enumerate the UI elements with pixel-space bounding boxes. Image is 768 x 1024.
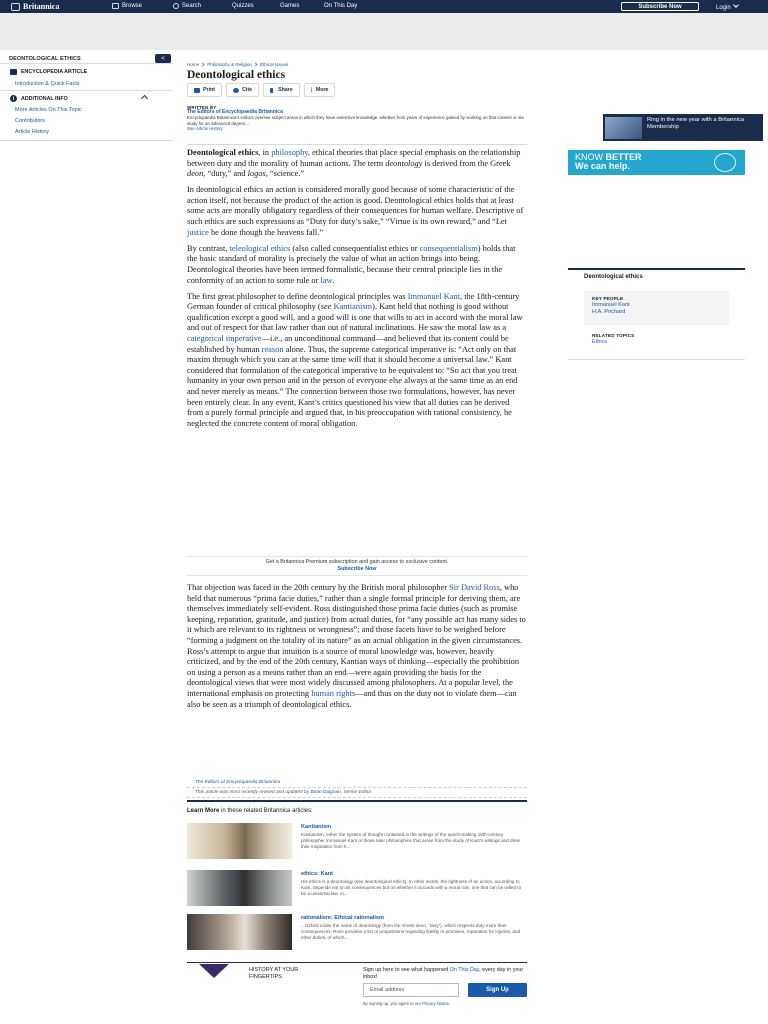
text: deontology bbox=[385, 158, 423, 168]
sign-up-button[interactable]: Sign Up bbox=[468, 983, 527, 997]
learn-more-heading bbox=[187, 808, 313, 814]
more-dots-icon bbox=[311, 87, 313, 93]
related-snippet: His ethics is a deontology (see deontological ethics). In other words, the rightness of an action, according to Kant, depends not on its consequences but on whether it accords with a moral rule, one that can be willed to be a universal law. In... bbox=[301, 879, 522, 896]
related-topic-ethics[interactable]: Ethics bbox=[592, 339, 608, 345]
article-body bbox=[187, 148, 527, 435]
sidebar-section-label: ENCYCLOPEDIA ARTICLE bbox=[21, 69, 88, 75]
sidebar-title: DEONTOLOGICAL ETHICS bbox=[9, 56, 81, 62]
paragraph bbox=[187, 148, 527, 180]
text: This article was most recently revised and updated by bbox=[195, 790, 311, 795]
divider bbox=[187, 800, 527, 802]
chevron-left-icon: < bbox=[161, 55, 165, 62]
key-people-label: KEY PEOPLE bbox=[592, 296, 624, 301]
sidebar-item-contributors[interactable]: Contributors bbox=[15, 118, 45, 124]
top-nav bbox=[0, 0, 768, 13]
nav-games-label: Games bbox=[280, 3, 300, 9]
breadcrumb-home[interactable]: Home bbox=[187, 62, 200, 67]
article-actions bbox=[187, 83, 335, 97]
written-by-label: WRITTEN BY bbox=[187, 105, 217, 110]
newsletter-heading: HISTORY AT YOUR FINGERTIPS bbox=[249, 967, 299, 980]
paragraph bbox=[187, 583, 527, 710]
related-snippet: Kantianism, either the system of thought contained in the writings of the epoch-making 18th-century philosopher Immanuel Kant or those later philosophies that arose from the study of Kant’s writings and drew their inspiration from h... bbox=[301, 832, 521, 849]
related-topics-label: RELATED TOPICS bbox=[592, 333, 635, 338]
credit-revision bbox=[187, 788, 527, 798]
key-person-immanuel-kant[interactable]: Immanuel Kant bbox=[592, 302, 630, 308]
text: see bbox=[320, 302, 332, 312]
promo-text: Get a Britannica Premium subscription and gain access to exclusive content. bbox=[265, 559, 449, 565]
article-history-link[interactable]: See Article History bbox=[187, 125, 223, 131]
text: By signing up, you agree to our bbox=[363, 1001, 423, 1006]
sidebar-section-additional-info[interactable] bbox=[10, 95, 68, 102]
kant-portrait-image bbox=[187, 823, 292, 859]
ad-banner-area bbox=[0, 13, 768, 50]
lead-term: Deontological ethics bbox=[187, 148, 259, 157]
text: , Senior Editor. bbox=[340, 790, 373, 795]
text: , the 18th-century German founder of critical philosophy ( bbox=[187, 291, 520, 312]
more-button[interactable] bbox=[304, 83, 336, 97]
author-description: Encyclopaedia Britannica's editors oversee subject areas in which they have extensive knowledge, whether from years of experience gained by working on that content or via study for an advanced degree.... bbox=[187, 115, 524, 126]
text: , ethical theories that place special emphasis on the relationship between duty and the morality of human actions. The term bbox=[187, 148, 521, 168]
text: That objection was faced in the 20th century by the British moral philosopher bbox=[187, 583, 450, 592]
author-link[interactable]: The Editors of Encyclopaedia Britannica bbox=[187, 109, 283, 116]
newsletter-description bbox=[363, 967, 527, 980]
link-sir-david-ross[interactable]: Sir David Ross bbox=[449, 583, 500, 592]
share-icon bbox=[270, 88, 275, 93]
link-human-rights[interactable]: human rights bbox=[311, 688, 356, 698]
text: The first great philosopher to define deontological principles was bbox=[187, 291, 408, 301]
link-justice[interactable]: justice bbox=[187, 227, 209, 237]
thistle-icon bbox=[714, 153, 736, 172]
text: By contrast, bbox=[187, 243, 230, 253]
share-label: Share bbox=[278, 87, 293, 93]
related-title[interactable]: Kantianism bbox=[301, 824, 332, 830]
related-title[interactable]: ethics: Kant bbox=[301, 871, 334, 877]
promo-subscribe-link[interactable]: Subscribe Now bbox=[337, 566, 377, 572]
text: We can help. bbox=[575, 161, 630, 171]
link-categorical-imperative[interactable]: categorical imperative bbox=[187, 334, 262, 343]
article-icon bbox=[10, 69, 17, 75]
breadcrumb bbox=[187, 62, 288, 67]
text: . bbox=[448, 1001, 451, 1006]
sidebar-item-more-articles[interactable]: More Articles On This Topic bbox=[15, 107, 82, 113]
divider bbox=[0, 140, 173, 141]
philosopher-portrait-image bbox=[187, 914, 292, 950]
text: ) holds that the basic standard of morality is precisely the value of what an action brings into being. Deontological theories have been termed formalistic, because their central principle lies in the conformity of an action to some rule or bbox=[187, 243, 516, 285]
link-teleological-ethics[interactable]: teleological ethics bbox=[229, 243, 291, 253]
nav-browse-label: Browse bbox=[122, 3, 143, 9]
sidebar-collapse-button[interactable] bbox=[155, 54, 171, 63]
related-title[interactable]: rationalism: Ethical rationalism bbox=[301, 915, 384, 921]
link-kantianism[interactable]: Kantianism bbox=[333, 302, 373, 312]
membership-promo-card[interactable] bbox=[603, 114, 763, 141]
nav-on-this-day[interactable] bbox=[324, 3, 357, 9]
nav-search-label: Search bbox=[182, 3, 202, 9]
divider bbox=[187, 144, 527, 145]
email-field[interactable]: Email address bbox=[363, 983, 459, 997]
print-label: Print bbox=[203, 87, 216, 93]
related-article[interactable] bbox=[187, 870, 527, 908]
premium-promo bbox=[187, 556, 527, 576]
printer-icon bbox=[194, 88, 200, 93]
login-label: Login bbox=[716, 5, 731, 11]
paragraph bbox=[187, 244, 527, 286]
sidebar-item-article-history[interactable]: Article History bbox=[15, 129, 49, 135]
text: (also called consequentialist ethics or bbox=[290, 243, 420, 253]
text: —i.e., an unconditional command—and believed that its content could be established by human bbox=[187, 334, 509, 354]
editors-link[interactable]: The Editors of Encyclopaedia Britannica bbox=[195, 780, 281, 785]
search-icon bbox=[173, 3, 179, 9]
breadcrumb-ethical-issues[interactable]: Ethical Issues bbox=[259, 62, 289, 67]
written-by bbox=[187, 105, 527, 131]
membership-promo-text: Ring in the new year with a Britannica Membership bbox=[647, 117, 744, 130]
more-label: More bbox=[315, 87, 329, 93]
sidebar-section-label: ADDITIONAL INFO bbox=[21, 95, 68, 102]
britannica-logo[interactable] bbox=[11, 2, 59, 11]
britannica-thistle-icon bbox=[11, 3, 20, 11]
browse-icon bbox=[112, 3, 119, 9]
link-philosophy[interactable]: philosophy bbox=[271, 148, 308, 157]
nav-games[interactable] bbox=[280, 3, 299, 9]
breadcrumb-philosophy-religion[interactable]: Philosophy & Religion bbox=[207, 62, 252, 67]
text: , “science.” bbox=[265, 169, 305, 179]
text: , in bbox=[258, 148, 272, 157]
text: logos bbox=[247, 169, 266, 179]
facts-panel bbox=[568, 268, 745, 360]
login-menu[interactable] bbox=[716, 3, 738, 11]
info-icon: i bbox=[10, 95, 17, 102]
related-article[interactable] bbox=[187, 823, 527, 861]
divider bbox=[0, 90, 173, 91]
quote-icon bbox=[233, 88, 239, 93]
text: , every day in your inbox! bbox=[363, 967, 524, 980]
brian-duignan-link[interactable]: Brian Duignan bbox=[310, 790, 341, 795]
know-better-banner[interactable] bbox=[568, 150, 745, 175]
related-article[interactable] bbox=[187, 914, 527, 952]
chevron-up-icon[interactable] bbox=[141, 95, 148, 102]
cite-button[interactable] bbox=[226, 83, 259, 97]
print-button[interactable] bbox=[187, 83, 222, 97]
panel-title: Deontological ethics bbox=[584, 274, 643, 280]
nav-search[interactable] bbox=[173, 3, 201, 9]
sidebar-item-introduction[interactable]: Introduction & Quick Facts bbox=[15, 81, 80, 87]
nav-quizzes-label: Quizzes bbox=[232, 3, 254, 9]
chevron-right-icon bbox=[201, 62, 205, 66]
credit-editors bbox=[187, 778, 527, 788]
cite-label: Cite bbox=[242, 87, 253, 93]
text: is derived from the Greek bbox=[422, 158, 511, 168]
banner-text bbox=[575, 153, 642, 171]
envelope-icon bbox=[199, 964, 229, 978]
text: be done though the heavens fall.” bbox=[208, 227, 324, 237]
newsletter-signup bbox=[187, 962, 527, 1012]
text: , “duty,” and bbox=[203, 169, 248, 179]
divider bbox=[0, 63, 173, 64]
paragraph bbox=[187, 185, 527, 238]
key-person-ha-prichard[interactable]: H.A. Prichard bbox=[592, 309, 626, 315]
on-this-day-link[interactable]: On This Day bbox=[449, 967, 480, 973]
text: BETTER bbox=[605, 152, 642, 162]
text: alone. Thus, the supreme categorical imperative is: “Act only on that maxim through which you can at the same time will that it should become a universal law.” Kant considered that formulation of the categorical imperative to be equivalent to: “So act that you treat humanity in your own person and in the person of everyone else always at the same time as an end and never merely as means.” The connection between those two formulations, however, has never been entirely clear. In any event, Kant’s critics questioned his view that all duties can be derived from a purely formal principle and argued that, in his preoccupation with rational consistency, he neglected the concrete content of moral obligation. bbox=[187, 344, 518, 428]
learn-more-bold: Learn More bbox=[187, 808, 220, 814]
page-title: Deontological ethics bbox=[187, 69, 286, 81]
nav-quizzes[interactable] bbox=[232, 3, 254, 9]
paragraph bbox=[187, 292, 527, 430]
text: KNOW bbox=[575, 152, 606, 162]
membership-promo-image bbox=[605, 117, 642, 139]
text: . bbox=[332, 275, 335, 285]
text: In deontological ethics an action is considered morally good because of some characteristic of the action itself, not because the product of the action is good. Deontological ethics holds that at least some acts are morally obligatory regardless of their consequences for human welfare. Descriptive of such ethics are such expressions as “Duty for duty’s sake,” “Virtue is its own reward,” and “Let bbox=[187, 185, 524, 227]
privacy-note bbox=[363, 1001, 450, 1006]
brand-name: Britannica bbox=[23, 2, 60, 11]
related-snippet: ...Oxford under the name of deontology (from the Greek deon, “duty”), which respects duty more than consequences. Ross provides a list of propositions regarding fidelity to promises, reparation for injuries, and other duties, of which... bbox=[301, 923, 521, 940]
link-law[interactable]: law bbox=[320, 275, 333, 285]
text: deon bbox=[187, 169, 204, 179]
subscribe-button[interactable]: Subscribe Now bbox=[621, 2, 699, 11]
article-credits bbox=[187, 778, 527, 798]
text: —and thus on the duty not to violate them—can also be seen as a triumph of deontological ethics. bbox=[187, 688, 517, 709]
learn-more-text: in these related Britannica articles: bbox=[219, 808, 313, 814]
text: ). Kant held that nothing is good without qualification except a good will, and a good will is one that wills to act in accord with the moral law and out of respect for that law rather than out of natural inclinations. He saw the moral law as a bbox=[187, 302, 523, 333]
kant-statue-image bbox=[187, 870, 292, 906]
chevron-down-icon bbox=[733, 2, 739, 8]
link-reason[interactable]: reason bbox=[261, 344, 284, 354]
nav-on-this-day-label: On This Day bbox=[324, 3, 358, 9]
chevron-right-icon bbox=[253, 62, 257, 66]
link-consequentialism[interactable]: consequentialism bbox=[419, 243, 478, 253]
nav-browse[interactable] bbox=[112, 3, 142, 9]
privacy-notice-link[interactable]: Privacy Notice bbox=[422, 1001, 449, 1006]
link-immanuel-kant[interactable]: Immanuel Kant bbox=[407, 291, 461, 301]
text: Sign up here to see what happened bbox=[363, 967, 450, 973]
share-button[interactable] bbox=[263, 83, 300, 97]
article-body-continued bbox=[187, 583, 527, 716]
text: , who held that numerous “prima facie duties,” rather than a single formal principle for deriving them, are themselves immediately self-evident. Ross distinguished those prima facie duties (such as promise keeping, reparation, gratitude, and justice) from actual duties, for “any possible act has many sides to it which are relevant to its rightness or wrongness”; and those facets have to be weighed before “forming a judgment on the totality of its nature” as an actual obligation in the given circumstances. Ross’s attempt to argue that intuition is a source of moral knowledge was, however, heavily criticized, and by the end of the 20th century, Kantian ways of thinking—especially the prohibition on using a person as a means rather than an end—were again providing the basis for the deontological views that were most widely discussed among philosophers. At a popular level, the international emphasis on protecting bbox=[187, 583, 526, 698]
sidebar-section-encyclopedia bbox=[10, 69, 87, 75]
